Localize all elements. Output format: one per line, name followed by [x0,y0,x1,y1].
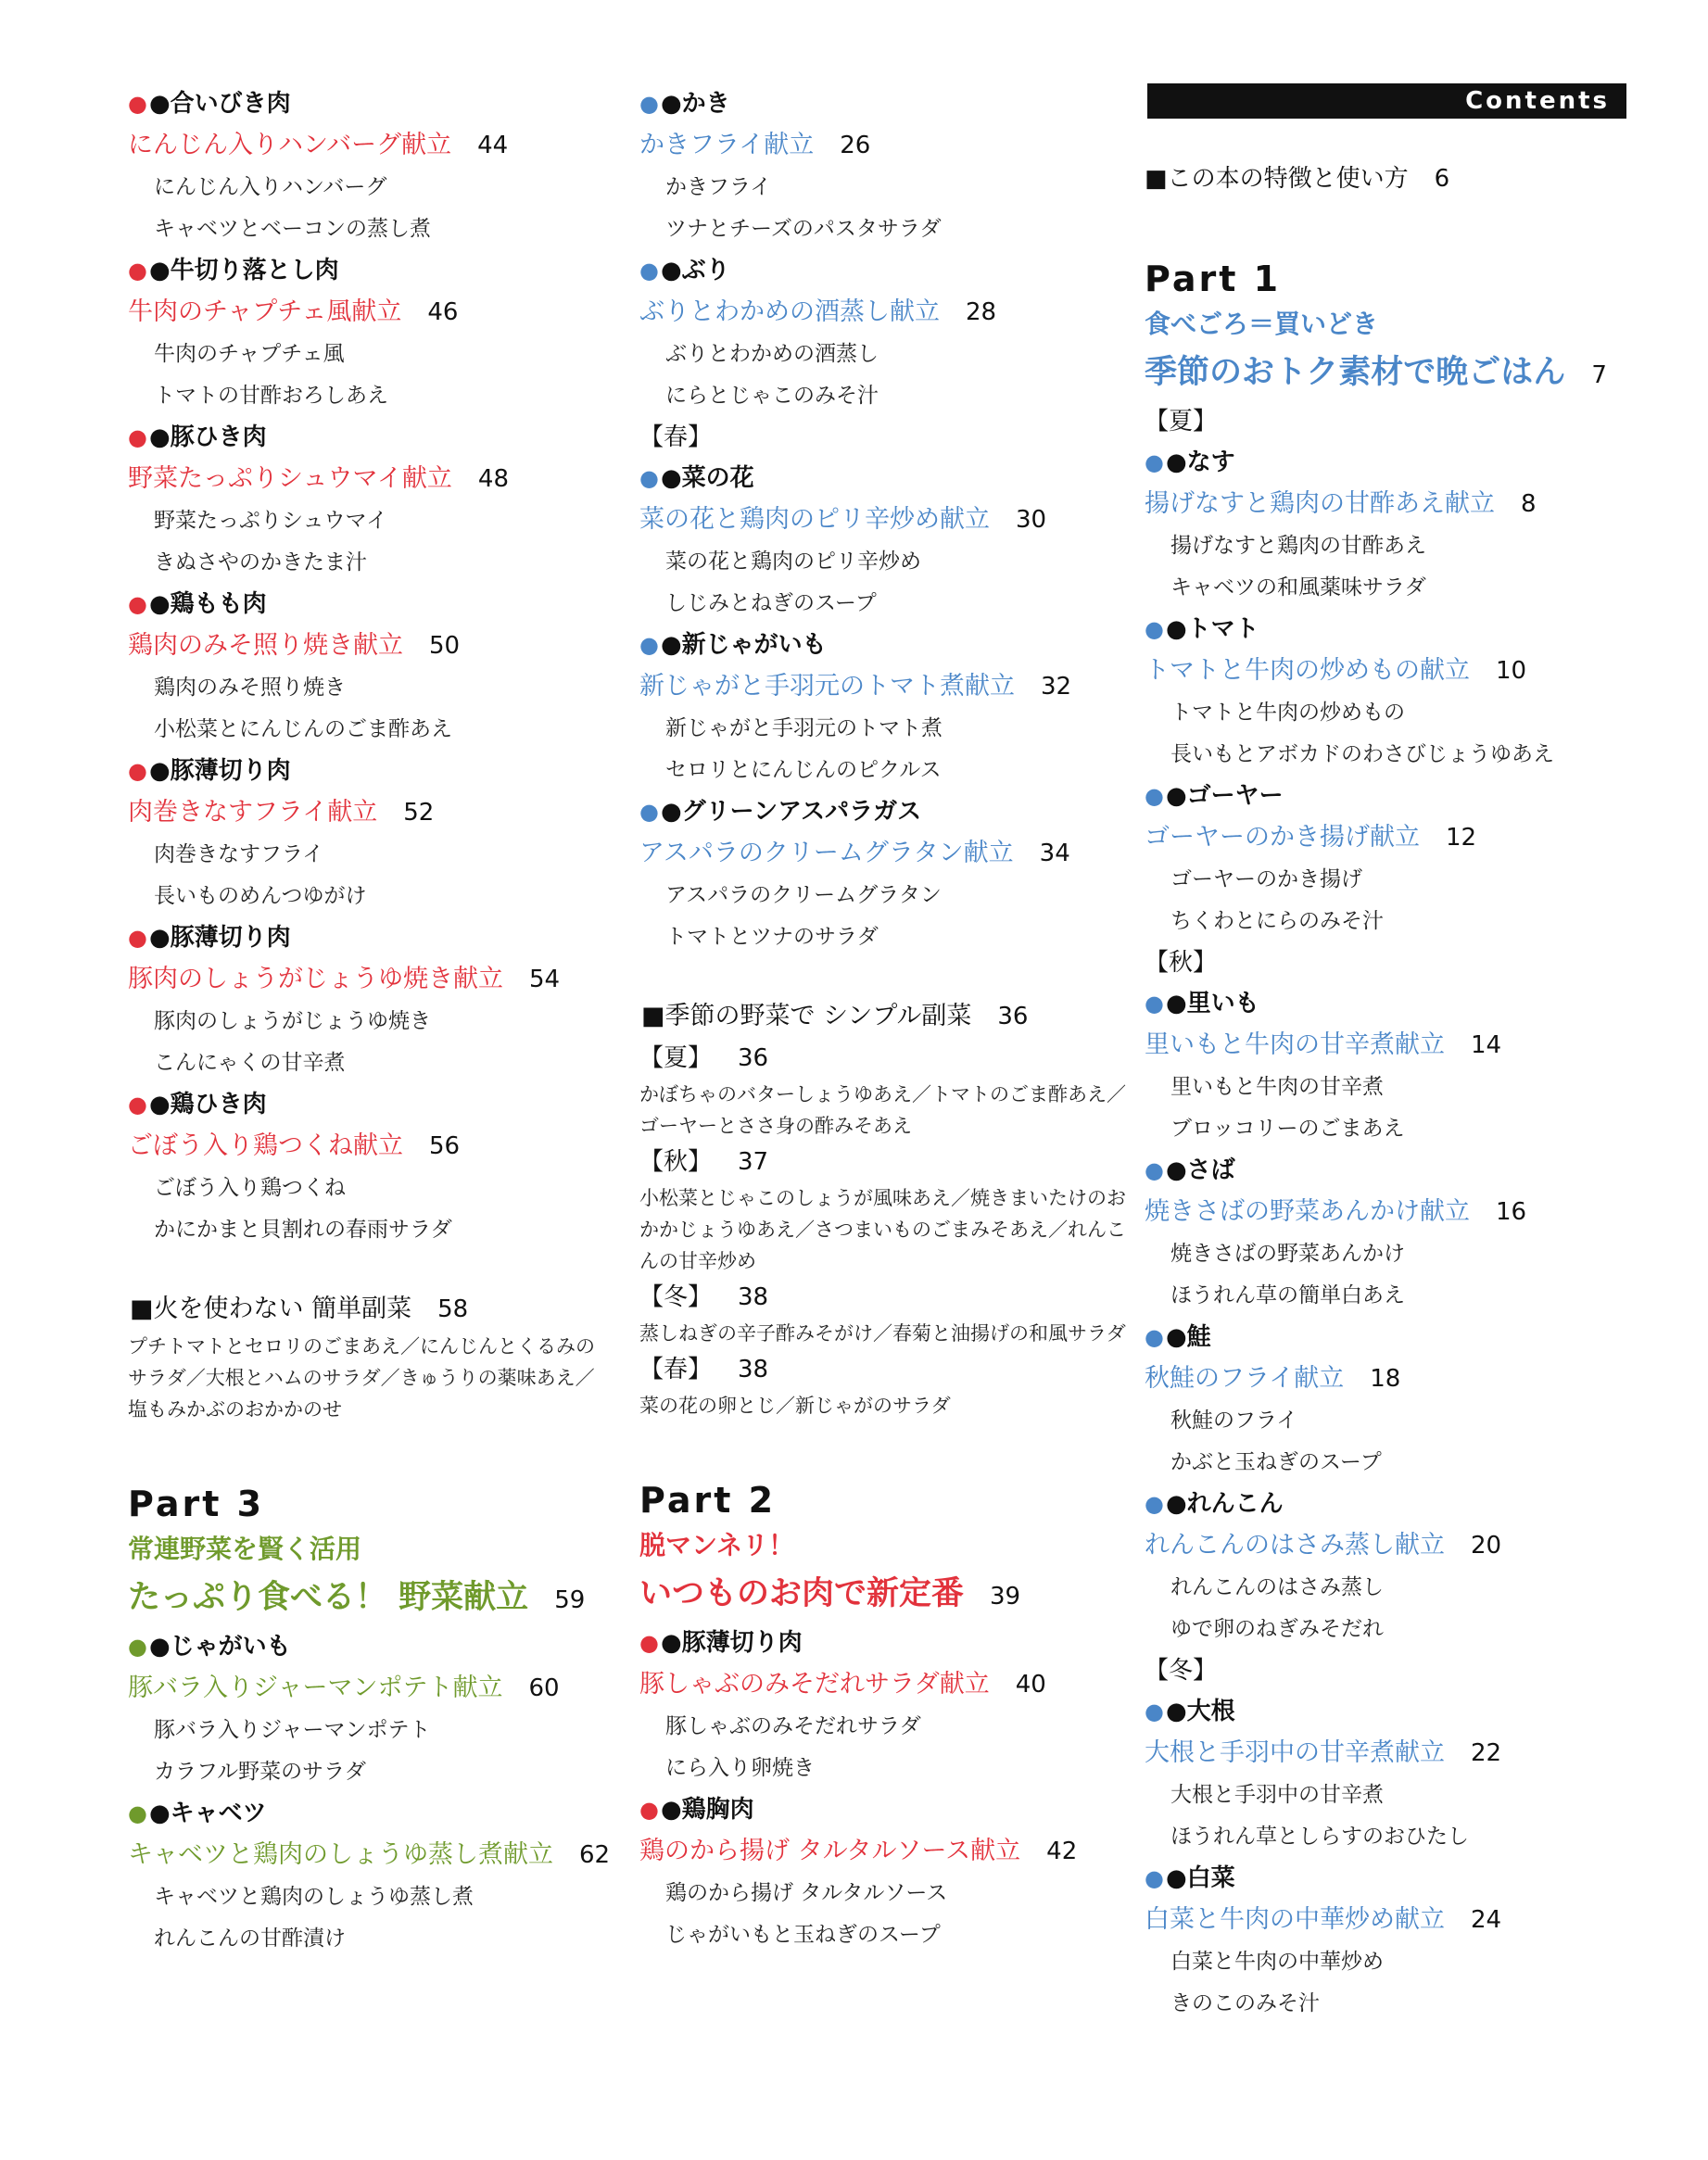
menu-title: 白菜と牛肉の中華炒め献立 [1145,1905,1445,1934]
entry-sake [1145,1317,1626,1484]
sub-item: かにかまと貝割れの春雨サラダ [154,1218,452,1242]
menu-link[interactable] [128,625,610,667]
sub-item: アスパラのクリームグラタン [665,883,942,907]
sides-list: 菜の花の卵とじ／新じゃがのサラダ [639,1395,951,1417]
season-label: 【春】 [639,1356,713,1383]
season-label: 【冬】 [639,1283,713,1311]
page-number: 42 [1046,1838,1078,1865]
sub-item: ほうれん草の簡単白あえ [1170,1283,1405,1307]
part1-main-title[interactable] [1145,347,1626,401]
sub-item: れんこんのはさみ蒸し [1170,1575,1384,1599]
topic-title: ■季節の野菜で シンプル副菜 [641,1002,972,1030]
section-heading [639,791,1140,832]
page-number: 54 [529,966,561,993]
section-text: ●牛切り落とし肉 [148,257,339,284]
sides-list: かぼちゃのバターしょうゆあえ／トマトのごま酢あえ／ゴーヤーとささ身の酢みそあえ [639,1083,1126,1137]
entry-butahiki [128,417,610,584]
menu-title: トマトと牛肉の炒めもの献立 [1145,656,1470,685]
menu-title: かきフライ献立 [639,131,815,159]
menu-title: アスパラのクリームグラタン献立 [639,839,1014,867]
menu-link[interactable] [128,458,610,500]
blue-dot-icon: ● [1145,783,1164,809]
page-number: 39 [990,1583,1021,1611]
menu-link[interactable] [1145,1024,1626,1067]
blue-dot-icon: ● [1145,449,1164,475]
entry-nasu [1145,442,1626,609]
page-number: 30 [1016,506,1047,534]
intro-link[interactable] [1145,158,1626,200]
sides-list: 小松菜とじゃこのしょうが風味あえ／焼きまいたけのおかかじょうゆあえ／さつまいものごまみそあえ／れんこんの甘辛炒め [639,1187,1126,1272]
entry-gyukiri [128,250,610,417]
sides-season-heading [639,1038,1140,1079]
page-number: 22 [1471,1739,1502,1767]
menu-link[interactable] [639,1830,1140,1873]
red-dot-icon: ● [128,258,147,284]
entry-asparagus [639,791,1140,958]
column-right [1145,83,1626,2025]
section-text: ●キャベツ [148,1800,267,1827]
menu-title: ぶりとわかめの酒蒸し献立 [639,297,940,326]
green-dot-icon: ● [128,1634,147,1660]
page-number: 38 [738,1356,769,1383]
sub-item: ゴーヤーのかき揚げ [1170,867,1362,891]
section-text: ●新じゃがいも [660,631,827,659]
page-number: 40 [1015,1671,1046,1699]
topic-title: ■火を使わない 簡単副菜 [130,1295,412,1323]
sub-item: 鶏のから揚げ タルタルソース [665,1881,948,1905]
page-number: 46 [427,298,459,326]
sub-item: ツナとチーズのパスタサラダ [665,217,942,241]
section-text: ●かき [660,90,730,118]
menu-title: 新じゃがと手羽元のトマト煮献立 [639,672,1015,701]
page-number: 56 [429,1132,461,1160]
sub-item: きぬさやのかきたま汁 [154,550,367,575]
section-heading [1145,442,1626,483]
section-text: ●ゴーヤー [1165,782,1284,810]
sub-item: こんにゃくの甘辛煮 [154,1051,346,1075]
sub-item: かぶと玉ねぎのスープ [1170,1450,1382,1474]
seasonal-sides-heading[interactable] [639,995,1140,1038]
page-number: 8 [1521,490,1537,518]
section-heading [639,83,1140,124]
menu-title: 焼きさばの野菜あんかけ献立 [1145,1197,1470,1226]
section-heading [128,584,610,625]
sub-item: カラフル野菜のサラダ [154,1760,366,1784]
page-number: 52 [403,799,435,827]
page-number: 26 [840,132,871,159]
blue-dot-icon: ● [1145,1491,1164,1517]
part3-main-title[interactable] [128,1572,610,1626]
section-text: ●豚薄切り肉 [660,1629,803,1657]
sub-item: 肉巻きなすフライ [154,842,324,866]
menu-link[interactable] [128,124,610,167]
sub-item: きのこのみそ汁 [1170,1991,1320,2015]
menu-link[interactable] [639,832,1140,875]
page-number: 16 [1496,1198,1527,1226]
section-heading [1145,1858,1626,1899]
green-dot-icon: ● [128,1800,147,1826]
blue-dot-icon: ● [1145,1324,1164,1350]
part2-main-title[interactable] [639,1568,1140,1623]
part2-title: Part 2 [639,1480,777,1521]
red-dot-icon: ● [128,925,147,951]
menu-link[interactable] [639,124,1140,167]
sub-item: にんじん入りハンバーグ [154,175,387,199]
blue-dot-icon: ● [639,91,659,117]
page-number: 36 [738,1044,769,1072]
page-number: 60 [528,1674,560,1702]
part1-subtitle: 食べごろ＝買いどき [1145,309,1379,339]
sub-item: 豚バラ入りジャーマンポテト [154,1718,431,1742]
red-dot-icon: ● [639,1630,659,1656]
sub-item: じゃがいもと玉ねぎのスープ [665,1923,941,1947]
page-number: 34 [1039,840,1070,867]
sub-item: ブロッコリーのごまあえ [1170,1117,1405,1141]
menu-title: 豚しゃぶのみそだれサラダ献立 [639,1670,990,1699]
menu-link[interactable] [128,1125,610,1168]
sub-item: 大根と手羽中の甘辛煮 [1170,1783,1384,1807]
red-dot-icon: ● [128,758,147,784]
part3-main-text: たっぷり食べる！ 野菜献立 [128,1579,529,1616]
season-label: 【秋】 [639,1148,713,1176]
page-number: 20 [1471,1532,1502,1560]
menu-title: 牛肉のチャプチェ風献立 [128,297,402,326]
red-dot-icon: ● [639,1797,659,1823]
menu-title: ゴーヤーのかき揚げ献立 [1145,823,1420,852]
blue-dot-icon: ● [1145,1699,1164,1724]
column-middle [639,83,1140,1956]
blue-dot-icon: ● [1145,991,1164,1017]
part1-title: Part 1 [1145,259,1282,299]
page-number: 18 [1370,1365,1401,1393]
page-number: 62 [579,1841,611,1869]
sides-season-heading [639,1277,1140,1318]
sub-item: セロリとにんじんのピクルス [665,758,942,782]
section-heading [128,1626,610,1667]
entry-torimomo [128,584,610,751]
section-text: ●豚薄切り肉 [148,924,291,952]
section-heading [1145,1150,1626,1191]
blue-dot-icon: ● [639,465,659,491]
section-text: ●鶏もも肉 [148,590,267,618]
menu-link[interactable] [639,1663,1140,1706]
sub-item: キャベツとベーコンの蒸し煮 [154,217,431,241]
menu-link[interactable] [1145,816,1626,859]
entry-satoimo [1145,983,1626,1150]
sides-season-heading [639,1142,1140,1182]
blue-dot-icon: ● [639,632,659,658]
section-text: ●鶏ひき肉 [148,1091,267,1118]
page-number: 14 [1471,1031,1502,1059]
menu-link[interactable] [639,499,1140,541]
page-number: 28 [966,298,997,326]
entry-nanohana [639,458,1140,625]
page-number: 37 [738,1148,769,1176]
section-heading [639,625,1140,665]
sub-item: しじみとねぎのスープ [665,591,877,615]
season-label: 【秋】 [1145,949,1218,977]
entry-butaushi1 [639,1623,1140,1789]
menu-link[interactable] [1145,483,1626,525]
part2-main-text: いつものお肉で新定番 [639,1575,965,1612]
sub-item: 里いもと牛肉の甘辛煮 [1170,1075,1384,1099]
sub-item: 白菜と牛肉の中華炒め [1170,1950,1384,1974]
menu-link[interactable] [1145,1524,1626,1567]
sub-item: 秋鮭のフライ [1170,1408,1298,1433]
entry-kaki [639,83,1140,250]
section-heading [128,417,610,458]
menu-title: ごぼう入り鶏つくね献立 [128,1131,403,1160]
page-number: 50 [429,632,461,660]
menu-link[interactable] [1145,650,1626,692]
menu-title: 野菜たっぷりシュウマイ献立 [128,464,452,493]
section-heading [1145,983,1626,1024]
sub-item: ごぼう入り鶏つくね [154,1176,346,1200]
part3-title: Part 3 [128,1484,265,1524]
sub-item: 豚肉のしょうがじょうゆ焼き [154,1009,431,1033]
part2-subtitle: 脱マンネリ！ [639,1530,795,1560]
sub-item: 長いものめんつゆがけ [154,884,367,908]
no-fire-sides-list: プチトマトとセロリのごまあえ／にんじんとくるみのサラダ／大根とハムのサラダ／きゅうりの薬味あえ／塩もみかぶのおかかのせ [128,1335,595,1421]
page-number: 6 [1434,165,1450,193]
page-number: 48 [477,465,510,493]
sub-item: れんこんの甘酢漬け [154,1926,346,1951]
sides-list: 蒸しねぎの辛子酢みそがけ／春菊と油揚げの和風サラダ [639,1322,1126,1345]
entry-cabbage [128,1793,610,1960]
entry-aibiki [128,83,610,250]
section-text: ●鶏胸肉 [660,1796,754,1824]
blue-dot-icon: ● [1145,1157,1164,1183]
no-fire-sides-heading[interactable] [128,1288,610,1331]
section-text: ●豚薄切り肉 [148,757,291,785]
section-text: ●大根 [1165,1698,1235,1725]
entry-buri [639,250,1140,417]
menu-title: 豚バラ入りジャーマンポテト献立 [128,1674,503,1702]
entry-daikon [1145,1691,1626,1858]
section-heading [639,1789,1140,1830]
section-text: ●なす [1165,448,1235,476]
entry-shinjaga [639,625,1140,791]
menu-title: 豚肉のしょうがじょうゆ焼き献立 [128,965,503,993]
season-label: 【夏】 [1145,408,1218,436]
section-heading [128,83,610,124]
sub-item: ゆで卵のねぎみそだれ [1170,1617,1384,1641]
section-heading [639,458,1140,499]
menu-link[interactable] [1145,1732,1626,1775]
blue-dot-icon: ● [639,258,659,284]
page-number: 58 [437,1295,469,1323]
sub-item: 鶏肉のみそ照り焼き [154,676,346,700]
section-heading [1145,1484,1626,1524]
sub-item: ほうれん草としらすのおひたし [1170,1825,1469,1849]
section-heading [639,250,1140,291]
red-dot-icon: ● [128,424,147,450]
section-heading [1145,1317,1626,1358]
section-heading [1145,776,1626,816]
menu-title: にんじん入りハンバーグ献立 [128,131,452,159]
season-label: 【春】 [639,423,713,451]
page-number: 44 [477,132,509,159]
sub-item: キャベツと鶏肉のしょうゆ蒸し煮 [154,1885,474,1909]
page-number: 24 [1471,1906,1502,1934]
menu-title: 秋鮭のフライ献立 [1145,1364,1345,1393]
sub-item: トマトと牛肉の炒めもの [1170,701,1405,725]
season-label: 【冬】 [1145,1657,1218,1685]
sides-season-heading [639,1349,1140,1390]
blue-dot-icon: ● [639,799,659,825]
entry-hakusai [1145,1858,1626,2025]
menu-link[interactable] [1145,1191,1626,1233]
entry-tomato [1145,609,1626,776]
sub-item: 豚しゃぶのみそだれサラダ [665,1714,921,1738]
section-text: ●トマト [1165,615,1259,643]
sub-item: 長いもとアボカドのわさびじょうゆあえ [1170,742,1554,766]
entry-saba [1145,1150,1626,1317]
section-heading [128,1084,610,1125]
sub-item: キャベツの和風薬味サラダ [1170,575,1426,600]
page-number: 7 [1591,361,1607,389]
entry-renkon [1145,1484,1626,1650]
sub-item: ちくわとにらのみそ汁 [1170,909,1384,933]
contents-header-bar: Contents [1147,83,1626,119]
red-dot-icon: ● [128,1092,147,1118]
entry-butaushi2 [128,751,610,917]
section-heading [128,751,610,791]
sub-item: 揚げなすと鶏肉の甘酢あえ [1170,534,1426,558]
menu-link[interactable] [639,291,1140,334]
section-heading [1145,609,1626,650]
menu-link[interactable] [1145,1358,1626,1400]
menu-title: キャベツと鶏肉のしょうゆ蒸し煮献立 [128,1840,553,1869]
menu-title: 里いもと牛肉の甘辛煮献立 [1145,1030,1445,1059]
menu-link[interactable] [1145,1899,1626,1941]
sub-item: かきフライ [665,175,772,199]
menu-title: れんこんのはさみ蒸し献立 [1145,1531,1445,1560]
menu-title: 鶏肉のみそ照り焼き献立 [128,631,403,660]
menu-link[interactable] [639,665,1140,708]
entry-torihiki [128,1084,610,1251]
page-number: 12 [1446,824,1477,852]
section-text: ●れんこん [1165,1490,1284,1518]
blue-dot-icon: ● [1145,1865,1164,1891]
section-text: ●グリーンアスパラガス [660,798,922,826]
section-text: ●鮭 [1165,1323,1211,1351]
sub-item: 牛肉のチャプチェ風 [154,342,345,366]
menu-title: 大根と手羽中の甘辛煮献立 [1145,1738,1445,1767]
column-left [128,83,610,1960]
section-text: ●合いびき肉 [148,90,291,118]
red-dot-icon: ● [128,591,147,617]
section-text: ●白菜 [1165,1864,1235,1892]
menu-link[interactable] [128,791,610,834]
page-number: 32 [1041,673,1072,701]
section-text: ●じゃがいも [148,1633,291,1661]
section-text: ●さば [1165,1156,1235,1184]
sub-item: 野菜たっぷりシュウマイ [154,509,388,533]
menu-title: 鶏のから揚げ タルタルソース献立 [639,1837,1021,1865]
section-text: ●ぶり [660,257,730,284]
section-heading [1145,1691,1626,1732]
sub-item: ぶりとわかめの酒蒸し [665,342,879,366]
page-number: 36 [997,1003,1029,1030]
menu-link[interactable] [128,1834,610,1876]
part3-subtitle: 常連野菜を賢く活用 [128,1534,362,1564]
section-heading [128,250,610,291]
section-heading [639,1623,1140,1663]
section-text: ●豚ひき肉 [148,423,267,451]
menu-link[interactable] [128,291,610,334]
section-heading [128,917,610,958]
page-number: 59 [554,1586,586,1614]
sub-item: にらとじゃこのみそ汁 [665,384,879,408]
menu-link[interactable] [128,1667,610,1710]
menu-title: 菜の花と鶏肉のピリ辛炒め献立 [639,505,990,534]
sub-item: にら入り卵焼き [665,1756,815,1780]
sub-item: トマトとツナのサラダ [665,925,879,949]
sub-item: トマトの甘酢おろしあえ [154,384,388,408]
sub-item: 新じゃがと手羽元のトマト煮 [665,716,943,740]
page-number: 10 [1496,657,1527,685]
blue-dot-icon: ● [1145,616,1164,642]
menu-link[interactable] [128,958,610,1001]
season-label: 【夏】 [639,1044,713,1072]
sub-item: 焼きさばの野菜あんかけ [1170,1242,1405,1266]
entry-goya [1145,776,1626,942]
section-heading [128,1793,610,1834]
menu-title: 肉巻きなすフライ献立 [128,798,378,827]
section-text: ●菜の花 [660,464,754,492]
part1-main-text: 季節のおトク素材で晩ごはん [1145,354,1566,391]
entry-butaushi3 [128,917,610,1084]
entry-torimune [639,1789,1140,1956]
red-dot-icon: ● [128,91,147,117]
sub-item: 菜の花と鶏肉のピリ辛炒め [665,549,921,574]
intro-text: ■この本の特徴と使い方 [1145,165,1409,193]
entry-jagaimo [128,1626,610,1793]
sub-item: 小松菜とにんじんのごま酢あえ [154,717,452,741]
page-number: 38 [738,1283,769,1311]
section-text: ●里いも [1165,990,1259,1017]
menu-title: 揚げなすと鶏肉の甘酢あえ献立 [1145,489,1495,518]
